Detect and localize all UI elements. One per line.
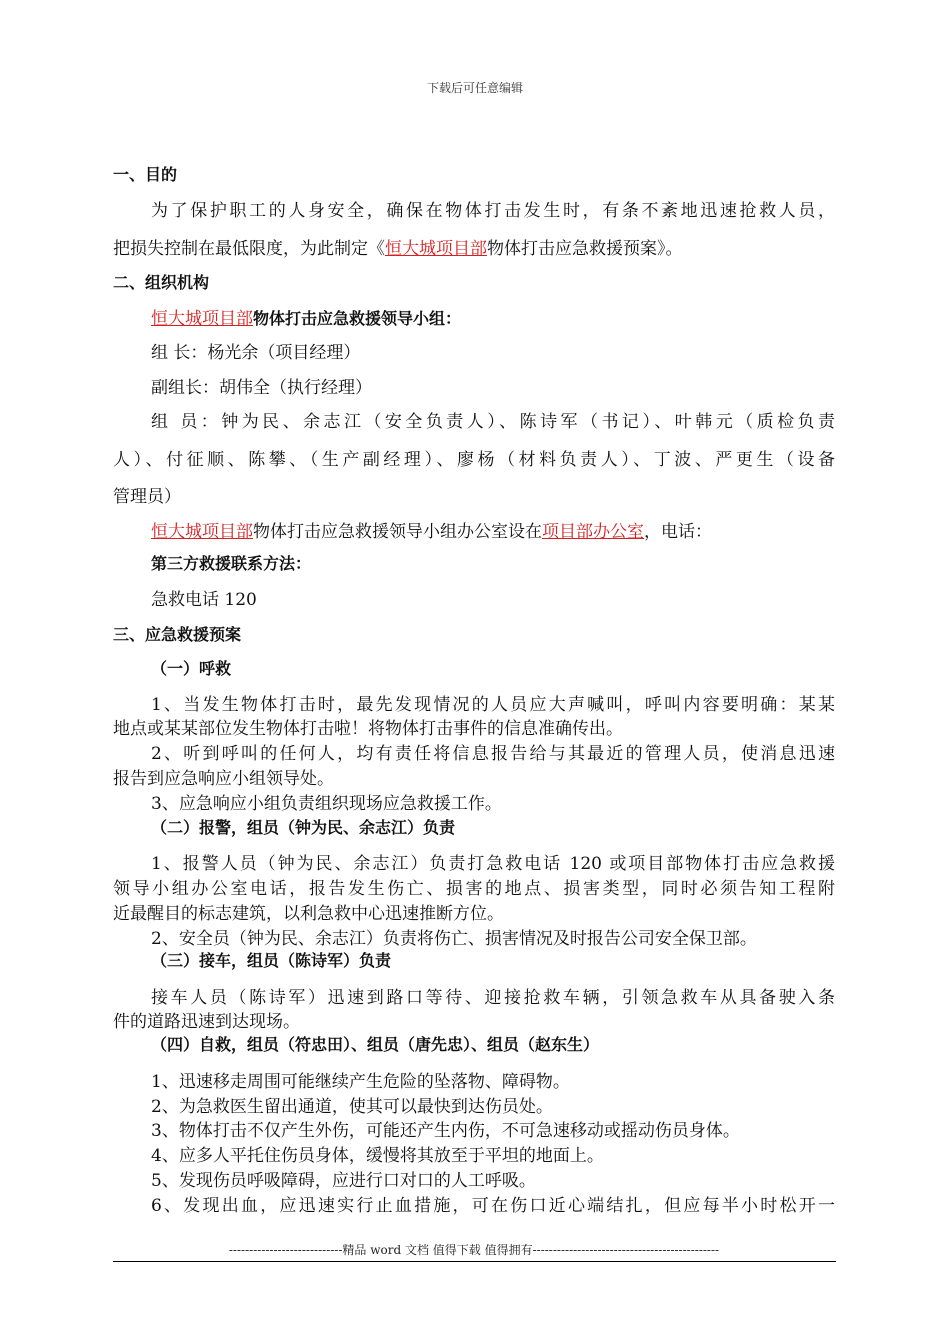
sub-3-title: （三）接车，组员（陈诗军）负责 (151, 951, 392, 970)
sub-4-line-4: 4、应多人平托住伤员身体，缓慢将其放至于平坦的地面上。 (151, 1146, 604, 1166)
sub-1-title: （一）呼救 (151, 659, 232, 678)
third-party-title: 第三方救援联系方法： (151, 554, 312, 573)
sub-4-title: （四）自救，组员（符忠田）、组员（唐先忠）、组员（赵东生） (151, 1035, 600, 1054)
section-2-title: 二、组织机构 (113, 273, 210, 292)
sub-1-line-2: 地点或某某部位发生物体打击啦！将物体打击事件的信息准确传出。 (113, 719, 623, 739)
sub-4-line-3: 3、物体打击不仅产生外伤，可能还产生内伤，不可急速移动或摇动伤员身体。 (151, 1121, 740, 1141)
team-members-line-1: 组 员：钟为民、余志江（安全负责人）、陈诗军（书记）、叶韩元（质检负责 (151, 412, 835, 432)
team-leader: 组 长：杨光余（项目经理） (151, 343, 361, 363)
sub-1-line-5: 3、应急响应小组负责组织现场应急救援工作。 (151, 794, 502, 814)
sub-1-line-1: 1、当发生物体打击时，最先发现情况的人员应大声喊叫，呼叫内容要明确：某某 (151, 695, 835, 715)
section-3-title: 三、应急救援预案 (113, 625, 242, 644)
team-title: 恒大城项目部物体打击应急救援领导小组： (151, 309, 462, 329)
team-members-line-3: 管理员） (113, 487, 181, 507)
sec1-paragraph-line-1: 为了保护职工的人身安全，确保在物体打击发生时，有条不紊地迅速抢救人员， (151, 201, 835, 221)
sub-1-line-4: 报告到应急响应小组领导处。 (113, 769, 334, 789)
sec1-paragraph-line-2: 把损失控制在最低限度，为此制定《恒大城项目部物体打击应急救援预案》。 (113, 239, 683, 259)
sub-1-line-3: 2、听到呼叫的任何人，均有责任将信息报告给与其最近的管理人员，使消息迅速 (151, 744, 835, 764)
header-note: 下载后可任意编辑 (426, 81, 523, 95)
sub-2-line-2: 领导小组办公室电话，报告发生伤亡、损害的地点、损害类型，同时必须告知工程附 (113, 879, 835, 899)
sub-3-line-2: 件的道路迅速到达现场。 (113, 1012, 300, 1032)
sub-2-line-3: 近最醒目的标志建筑，以利急救中心迅速推断方位。 (113, 904, 504, 924)
project-name-link: 恒大城项目部 (385, 239, 487, 259)
sub-2-title: （二）报警，组员（钟为民、余志江）负责 (151, 818, 456, 837)
office-location: 恒大城项目部物体打击应急救援领导小组办公室设在项目部办公室，电话： (151, 522, 712, 542)
footer-rule (113, 1261, 836, 1262)
sub-4-line-2: 2、为急救医生留出通道，使其可以最快到达伤员处。 (151, 1097, 553, 1117)
sub-2-line-1: 1、报警人员（钟为民、余志江）负责打急救电话 120 或项目部物体打击应急救援 (151, 854, 835, 874)
emergency-phone: 急救电话 120 (151, 590, 257, 610)
sub-4-line-1: 1、迅速移走周围可能继续产生危险的坠落物、障碍物。 (151, 1072, 570, 1092)
sub-4-line-5: 5、发现伤员呼吸障碍，应进行口对口的人工呼吸。 (151, 1171, 536, 1191)
sub-3-line-1: 接车人员（陈诗军）迅速到路口等待、迎接抢救车辆，引领急救车从具备驶入条 (151, 988, 835, 1008)
team-members-line-2: 人）、付征顺、陈攀、（生产副经理）、廖杨（材料负责人）、丁波、严更生（设备 (113, 450, 835, 470)
footer-text: ----------------------------精品 word 文档 值得下载 值得拥有---------------------------------------------- (228, 1243, 720, 1257)
team-deputy: 副组长：胡伟全（执行经理） (151, 378, 372, 398)
sub-2-line-4: 2、安全员（钟为民、余志江）负责将伤亡、损害情况及时报告公司安全保卫部。 (151, 929, 757, 949)
section-1-title: 一、目的 (113, 165, 178, 184)
sub-4-line-6: 6、发现出血，应迅速实行止血措施，可在伤口近心端结扎，但应每半小时松开一 (151, 1196, 835, 1216)
